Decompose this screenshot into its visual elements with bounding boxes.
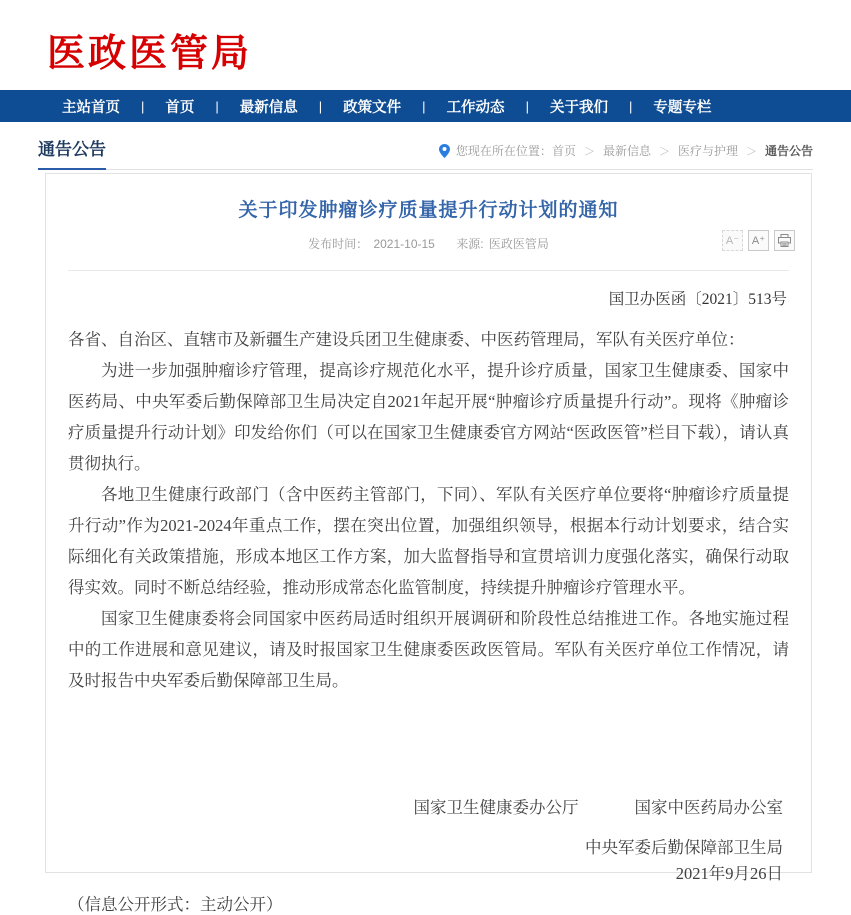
nav-separator: | — [215, 98, 219, 114]
breadcrumb-item-latest-news[interactable]: 最新信息 — [602, 144, 651, 158]
breadcrumb-item-home[interactable]: 首页 — [551, 144, 576, 158]
breadcrumb-separator: ＞ — [745, 145, 757, 158]
article-container — [45, 173, 812, 914]
section-header-row — [38, 135, 813, 170]
signature-office-nhc: 国家卫生健康委办公厅 — [413, 798, 579, 817]
publish-time-label: 发布时间： — [308, 237, 369, 251]
breadcrumb-item-notices-current: 通告公告 — [764, 144, 813, 158]
signature-row-offices — [68, 794, 789, 818]
disclosure-note: （信息公开形式：主动公开） — [68, 895, 283, 914]
breadcrumb-separator: ＞ — [583, 145, 595, 158]
signature-date: 2021年9月26日 — [675, 864, 783, 883]
article-tools — [722, 230, 795, 251]
printer-icon — [778, 234, 791, 247]
breadcrumb — [439, 142, 813, 169]
nav-item-main-home[interactable]: 主站首页 — [62, 99, 120, 116]
nav-separator: | — [628, 98, 633, 114]
nav-item-work-updates[interactable]: 工作动态 — [446, 99, 505, 116]
font-decrease-button[interactable]: A⁻ — [722, 230, 743, 251]
nav-item-latest-news[interactable]: 最新信息 — [239, 99, 298, 116]
signature-office-tcm: 国家中医药局办公室 — [634, 798, 783, 817]
paragraph: 国家卫生健康委将会同国家中医药局适时组织开展调研和阶段性总结推进工作。各地实施过程中的工作进展和意见建议，请及时报国家卫生健康委医政医管局。军队有关医疗单位工作情况，请及时报告中央军委后勤保障部卫生局。 — [68, 609, 789, 690]
source-label: 来源: — [456, 237, 484, 251]
print-button[interactable] — [774, 230, 795, 251]
nav-item-about-us[interactable]: 关于我们 — [549, 99, 608, 116]
site-logo[interactable]: 医政医管局 — [47, 33, 253, 75]
main-nav — [0, 90, 851, 122]
document-body — [68, 324, 789, 696]
nav-item-home[interactable]: 首页 — [165, 99, 195, 116]
nav-item-policy-documents[interactable]: 政策文件 — [343, 99, 402, 116]
nav-separator: | — [318, 98, 323, 114]
font-increase-button[interactable]: A⁺ — [748, 230, 769, 251]
breadcrumb-separator: ＞ — [658, 145, 670, 158]
nav-separator: | — [141, 98, 145, 114]
breadcrumb-label: 您现在所在位置： — [455, 144, 552, 158]
publish-date: 2021-10-15 — [373, 237, 435, 251]
nav-separator: | — [525, 98, 529, 114]
nav-separator: | — [422, 98, 426, 114]
paragraph: 各地卫生健康行政部门（含中医药主管部门，下同）、军队有关医疗单位要将“肿瘤诊疗质量提升行动”作为2021-2024年重点工作，摆在突出位置，加强组织领导，根据本行动计划要求，结合实际细化有关政策措施，形成本地区工作方案，加大监督指导和宣贯培训力度强化落实，确保行动取得实效。同时不断总结经验，推动形成常态化监管制度，持续提升肿瘤诊疗管理水平。 — [68, 485, 789, 597]
section-title-notices: 通告公告 — [38, 135, 106, 170]
breadcrumb-item-medical-nursing[interactable]: 医疗与护理 — [677, 144, 738, 158]
location-pin-icon — [439, 144, 450, 158]
document-number: 国卫办医函〔2021〕513号 — [608, 291, 787, 308]
header-separator-line — [68, 270, 789, 271]
article-meta-row — [68, 235, 789, 257]
nav-item-special-topics[interactable]: 专题专栏 — [653, 99, 712, 116]
source-value: 医政医管局 — [488, 237, 549, 251]
salutation: 各省、自治区、直辖市及新疆生产建设兵团卫生健康委、中医药管理局，军队有关医疗单位： — [68, 330, 745, 349]
paragraph: 为进一步加强肿瘤诊疗管理，提高诊疗规范化水平，提升诊疗质量，国家卫生健康委、国家中医药局、中央军委后勤保障部卫生局决定自2021年起开展“肿瘤诊疗质量提升行动”。现将《肿瘤诊疗质量提升行动计划》印发给你们（可以在国家卫生健康委官方网站“医政医管”栏目下载），请认真贯彻执行。 — [68, 361, 789, 473]
signature-office-military: 中央军委后勤保障部卫生局 — [585, 838, 783, 857]
signature-row-military — [68, 835, 789, 887]
article-title: 关于印发肿瘤诊疗质量提升行动计划的通知 — [238, 200, 619, 221]
site-header — [0, 0, 851, 90]
